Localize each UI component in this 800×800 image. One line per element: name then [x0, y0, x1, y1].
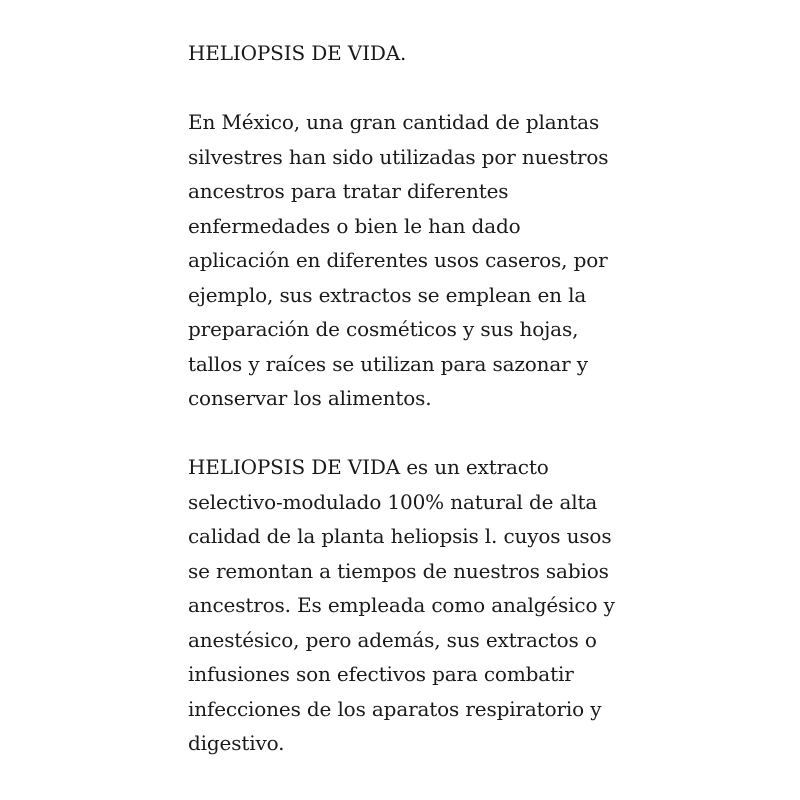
paragraph-line: se remontan a tiempos de nuestros sabios: [188, 558, 609, 583]
document-body: [188, 36, 788, 761]
paragraph-line: aplicación en diferentes usos caseros, por: [188, 248, 608, 272]
paragraph-line: digestivo.: [188, 731, 285, 755]
paragraph-line: calidad de la planta heliopsis l. cuyos usos: [188, 524, 612, 548]
paragraph-line: anestésico, pero además, sus extractos o: [188, 627, 597, 652]
paragraph-product: [188, 450, 788, 761]
paragraph-line: selectivo-modulado 100% natural de alta: [188, 489, 598, 514]
paragraph-line: En México, una gran cantidad de plantas: [188, 110, 600, 134]
paragraph-line: infecciones de los aparatos respiratorio y: [188, 696, 602, 721]
paragraph-line: silvestres han sido utilizadas por nuestros: [188, 144, 609, 169]
paragraph-line: infusiones son efectivos para combatir: [188, 662, 574, 686]
paragraph-intro: [188, 105, 788, 416]
paragraph-line: HELIOPSIS DE VIDA es un extracto: [188, 455, 549, 479]
paragraph-line: ancestros. Es empleada como analgésico y: [188, 593, 615, 617]
paragraph-line: conservar los alimentos.: [188, 386, 432, 410]
paragraph-line: tallos y raíces se utilizan para sazonar y: [188, 351, 588, 376]
paragraph-line: ancestros para tratar diferentes: [188, 179, 509, 203]
paragraph-line: enfermedades o bien le han dado: [188, 213, 521, 238]
document-title: [188, 36, 788, 71]
paragraph-line: ejemplo, sus extractos se emplean en la: [188, 282, 587, 307]
paragraph-line: preparación de cosméticos y sus hojas,: [188, 317, 579, 341]
title-line: HELIOPSIS DE VIDA.: [188, 41, 407, 65]
